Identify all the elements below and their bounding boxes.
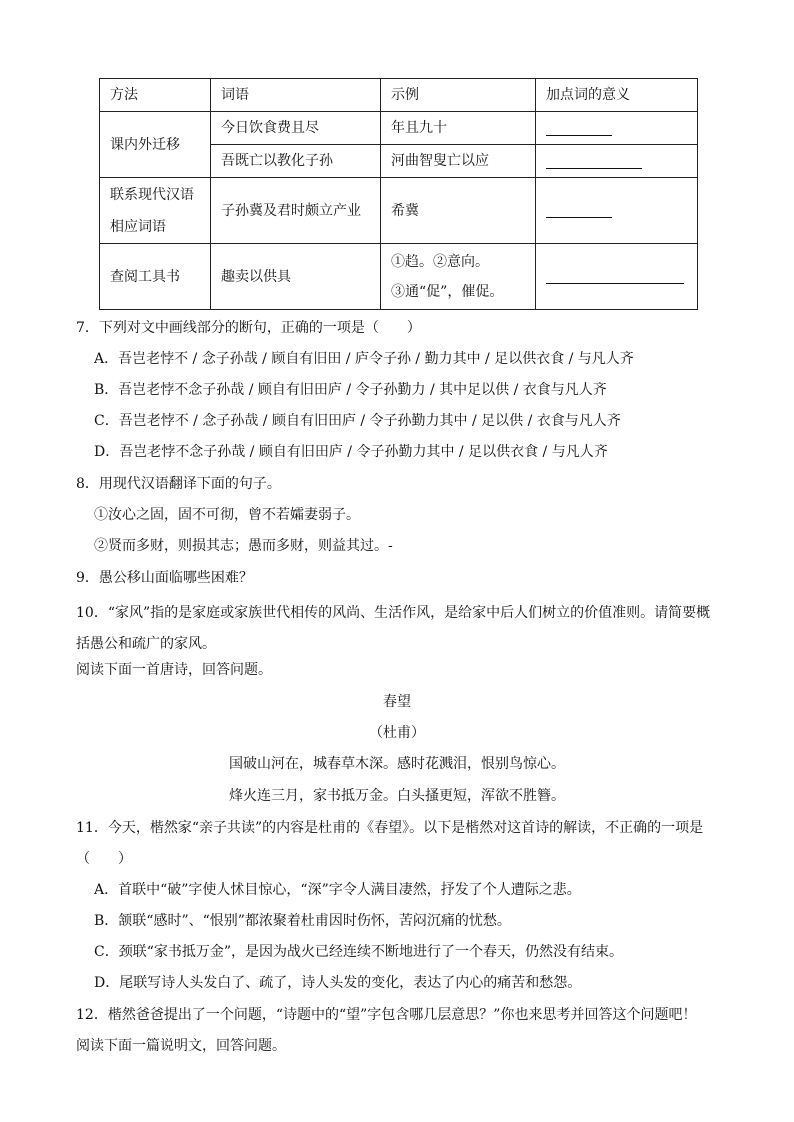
table-cell-word: 子孙冀及君时颇立产业 — [211, 178, 381, 244]
table-cell-method — [100, 178, 211, 244]
table-cell-answer — [536, 145, 698, 178]
table-header-cell: 词语 — [211, 79, 381, 112]
example-line: ①趋。②意向。 — [391, 253, 489, 270]
answer-blank[interactable] — [546, 154, 642, 169]
table-row — [100, 178, 698, 244]
q8-sentence-2: ②贤而多财，则损其志；愚而多财，则益其过。- — [94, 538, 393, 554]
question-8: 8．用现代汉语翻译下面的句子。 — [76, 476, 281, 492]
word-meaning-table — [99, 78, 698, 310]
question-9: 9．愚公移山面临哪些困难？ — [76, 570, 253, 586]
question-12: 12．楷然爸爸提出了一个问题，“诗题中的“望”字包含哪几层意思？”你也来思考并回答这个问题吧！ — [76, 1007, 697, 1023]
table-cell-method: 查阅工具书 — [100, 244, 211, 310]
q7-option-a[interactable]: A．吾岂老悖不 / 念子孙哉 / 顾自有旧田 / 庐令子孙 / 勤力其中 / 足以供衣食 / 与凡人齐 — [94, 351, 634, 367]
q7-option-c[interactable]: C．吾岂老悖不 / 念子孙哉 / 顾自有旧田庐 / 令子孙勤力其中 / 足以供 / 衣食与凡人齐 — [94, 413, 621, 429]
poem-line: 烽火连三月，家书抵万金。白头搔更短，浑欲不胜簪。 — [229, 788, 565, 804]
q11-option-b[interactable]: B．颔联“感时”、“恨别”都浓聚着杜甫因时伤怀，苦闷沉痛的忧愁。 — [94, 913, 511, 929]
reading-intro-poem: 阅读下面一首唐诗，回答问题。 — [76, 662, 272, 678]
poem-author: （杜甫） — [369, 725, 425, 741]
answer-blank[interactable] — [546, 121, 612, 136]
question-7: 7．下列对文中画线部分的断句，正确的一项是（ ） — [76, 320, 421, 336]
question-10: 10．“家风”指的是家庭或家族世代相传的风尚、生活作风，是给家中后人们树立的价值准则。请简要概括愚公和疏广的家风。 — [76, 605, 711, 652]
table-cell-answer — [536, 244, 698, 310]
poem-title: 春望 — [383, 694, 411, 710]
poem-line: 国破山河在，城春草木深。感时花溅泪，恨别鸟惊心。 — [229, 756, 565, 772]
question-11: 11．今天，楷然家“亲子共读”的内容是杜甫的《春望》。以下是楷然对这首诗的解读，不正确的一项是 — [76, 820, 704, 836]
table-cell-answer — [536, 112, 698, 145]
q11-option-a[interactable]: A．首联中“破”字使人怵目惊心，“深”字令人满目凄然，抒发了个人遭际之悲。 — [94, 882, 581, 898]
table-cell-example — [381, 244, 536, 310]
table-cell-word: 吾既亡以教化子孙 — [211, 145, 381, 178]
method-line: 相应词语 — [110, 218, 166, 235]
method-line: 联系现代汉语 — [110, 186, 194, 203]
table-row — [100, 244, 698, 310]
table-cell-example: 年且九十 — [381, 112, 536, 145]
q11-option-c[interactable]: C．颈联“家书抵万金”，是因为战火已经连续不断地进行了一个春天，仍然没有结束。 — [94, 944, 624, 960]
table-cell-example: 希冀 — [381, 178, 536, 244]
table-header-cell: 方法 — [100, 79, 211, 112]
q11-option-d[interactable]: D．尾联写诗人头发白了、疏了，诗人头发的变化，表达了内心的痛苦和愁怨。 — [94, 975, 582, 991]
answer-blank[interactable] — [546, 203, 612, 218]
q11-answer-paren: （ ） — [76, 851, 132, 867]
q8-sentence-1: ①汝心之固，固不可彻，曾不若孀妻弱子。 — [94, 507, 360, 523]
table-header-cell: 示例 — [381, 79, 536, 112]
table-cell-word: 今日饮食费且尽 — [211, 112, 381, 145]
table-cell-method: 课内外迁移 — [100, 112, 211, 178]
table-cell-answer — [536, 178, 698, 244]
table-row — [100, 112, 698, 145]
answer-blank[interactable] — [546, 269, 684, 284]
table-header-cell: 加点词的意义 — [536, 79, 698, 112]
table-cell-example: 河曲智叟亡以应 — [381, 145, 536, 178]
table-header-row — [100, 79, 698, 112]
example-line: ③通“促”，催促。 — [391, 283, 504, 300]
table-cell-word: 趣卖以供具 — [211, 244, 381, 310]
q7-option-d[interactable]: D．吾岂老悖不念子孙哉 / 顾自有旧田庐 / 令子孙勤力其中 / 足以供衣食 / 与凡人齐 — [94, 444, 608, 460]
reading-intro-expository: 阅读下面一篇说明文，回答问题。 — [76, 1038, 286, 1054]
q7-option-b[interactable]: B．吾岂老悖不念子孙哉 / 顾自有旧田庐 / 令子孙勤力 / 其中足以供 / 衣食与凡人齐 — [94, 382, 607, 398]
